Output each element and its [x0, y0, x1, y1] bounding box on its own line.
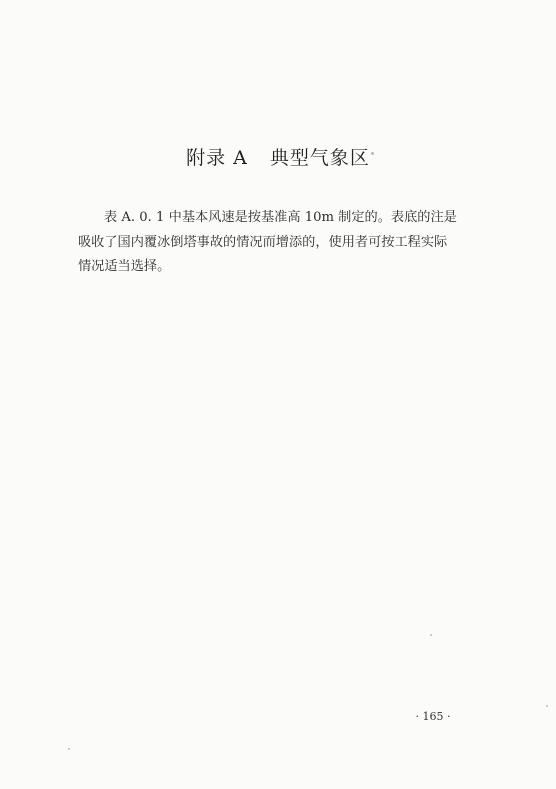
appendix-label: 附录 A [186, 147, 248, 169]
body-paragraph [78, 206, 482, 280]
scan-speck [68, 748, 70, 750]
paragraph-line: 表 A. 0. 1 中基本风速是按基准高 10m 制定的。表底的注是 [104, 210, 457, 225]
appendix-title: 典型气象区 [269, 147, 370, 169]
page-number: · 165 · [415, 710, 451, 723]
page-title [0, 143, 556, 170]
paragraph-line: 情况适当选择。 [78, 259, 171, 274]
scan-speck [430, 634, 432, 636]
scan-speck [371, 152, 374, 155]
paragraph-line: 吸收了国内覆冰倒塔事故的情况而增添的，使用者可按工程实际 [78, 234, 448, 250]
scan-speck [546, 705, 548, 707]
